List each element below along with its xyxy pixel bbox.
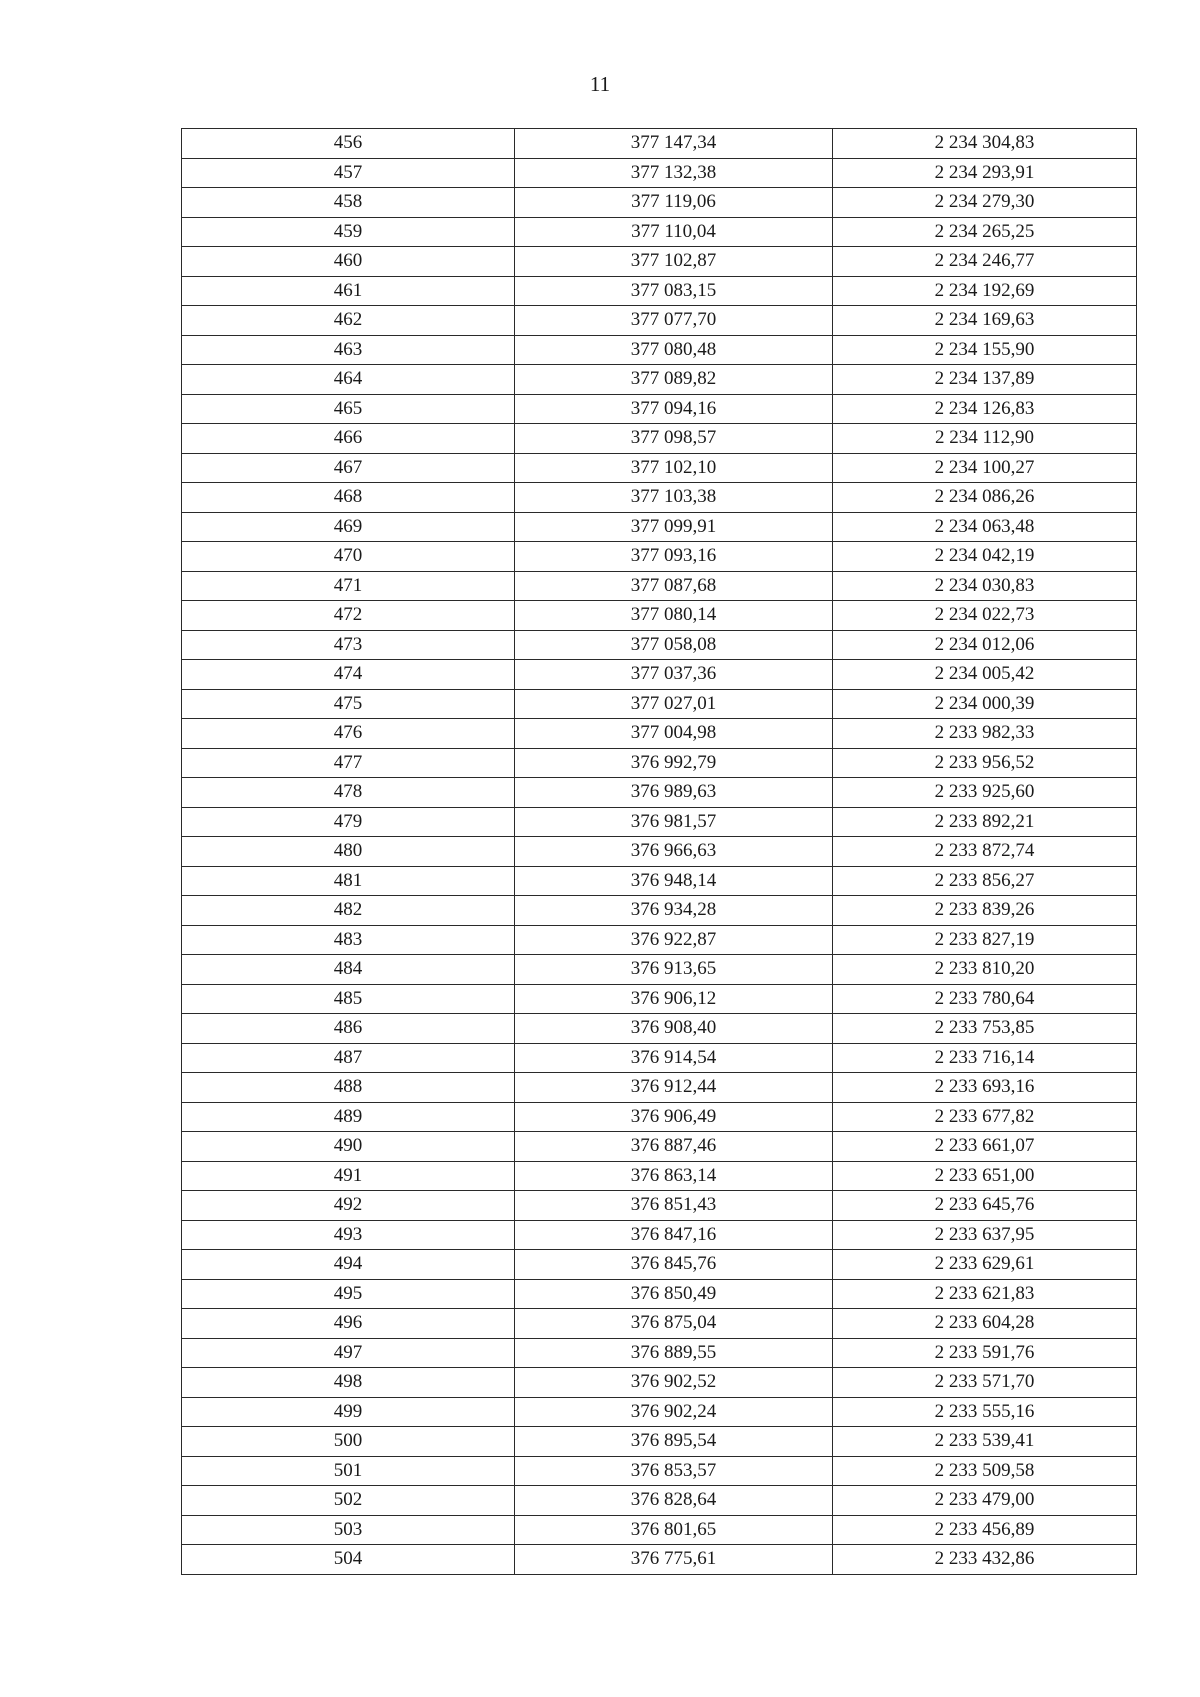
point-number-cell: 466: [182, 424, 515, 454]
table-row: [182, 1132, 1137, 1162]
y-coordinate-cell: 2 234 022,73: [833, 601, 1137, 631]
x-coordinate-cell: 377 037,36: [515, 660, 833, 690]
x-coordinate-cell: 376 906,49: [515, 1102, 833, 1132]
x-coordinate-cell: 376 801,65: [515, 1515, 833, 1545]
x-coordinate-cell: 376 913,65: [515, 955, 833, 985]
table-row: [182, 866, 1137, 896]
x-coordinate-cell: 377 083,15: [515, 276, 833, 306]
x-coordinate-cell: 377 087,68: [515, 571, 833, 601]
y-coordinate-cell: 2 234 112,90: [833, 424, 1137, 454]
x-coordinate-cell: 376 922,87: [515, 925, 833, 955]
table-row: [182, 1456, 1137, 1486]
y-coordinate-cell: 2 234 030,83: [833, 571, 1137, 601]
point-number-cell: 500: [182, 1427, 515, 1457]
y-coordinate-cell: 2 234 155,90: [833, 335, 1137, 365]
point-number-cell: 479: [182, 807, 515, 837]
x-coordinate-cell: 376 966,63: [515, 837, 833, 867]
x-coordinate-cell: 377 147,34: [515, 129, 833, 159]
table-row: [182, 748, 1137, 778]
table-row: [182, 984, 1137, 1014]
table-row: [182, 1220, 1137, 1250]
y-coordinate-cell: 2 233 604,28: [833, 1309, 1137, 1339]
y-coordinate-cell: 2 234 100,27: [833, 453, 1137, 483]
x-coordinate-cell: 377 098,57: [515, 424, 833, 454]
table-row: [182, 778, 1137, 808]
point-number-cell: 457: [182, 158, 515, 188]
table-row: [182, 188, 1137, 218]
x-coordinate-cell: 376 902,24: [515, 1397, 833, 1427]
x-coordinate-cell: 376 989,63: [515, 778, 833, 808]
y-coordinate-cell: 2 233 872,74: [833, 837, 1137, 867]
point-number-cell: 490: [182, 1132, 515, 1162]
table-row: [182, 1515, 1137, 1545]
y-coordinate-cell: 2 233 956,52: [833, 748, 1137, 778]
y-coordinate-cell: 2 234 137,89: [833, 365, 1137, 395]
point-number-cell: 477: [182, 748, 515, 778]
point-number-cell: 464: [182, 365, 515, 395]
y-coordinate-cell: 2 233 479,00: [833, 1486, 1137, 1516]
point-number-cell: 487: [182, 1043, 515, 1073]
coordinates-table: [181, 128, 1137, 1575]
point-number-cell: 468: [182, 483, 515, 513]
point-number-cell: 491: [182, 1161, 515, 1191]
x-coordinate-cell: 376 912,44: [515, 1073, 833, 1103]
table-row: [182, 1161, 1137, 1191]
x-coordinate-cell: 377 102,87: [515, 247, 833, 277]
table-row: [182, 1102, 1137, 1132]
x-coordinate-cell: 376 908,40: [515, 1014, 833, 1044]
table-row: [182, 1191, 1137, 1221]
y-coordinate-cell: 2 234 169,63: [833, 306, 1137, 336]
table-row: [182, 1073, 1137, 1103]
table-row: [182, 1250, 1137, 1280]
x-coordinate-cell: 376 902,52: [515, 1368, 833, 1398]
y-coordinate-cell: 2 233 591,76: [833, 1338, 1137, 1368]
x-coordinate-cell: 376 889,55: [515, 1338, 833, 1368]
table-row: [182, 542, 1137, 572]
x-coordinate-cell: 377 110,04: [515, 217, 833, 247]
point-number-cell: 492: [182, 1191, 515, 1221]
x-coordinate-cell: 376 906,12: [515, 984, 833, 1014]
point-number-cell: 472: [182, 601, 515, 631]
x-coordinate-cell: 377 004,98: [515, 719, 833, 749]
y-coordinate-cell: 2 233 661,07: [833, 1132, 1137, 1162]
table-row: [182, 719, 1137, 749]
table-row: [182, 837, 1137, 867]
x-coordinate-cell: 376 853,57: [515, 1456, 833, 1486]
x-coordinate-cell: 377 102,10: [515, 453, 833, 483]
y-coordinate-cell: 2 233 839,26: [833, 896, 1137, 926]
y-coordinate-cell: 2 234 000,39: [833, 689, 1137, 719]
y-coordinate-cell: 2 233 645,76: [833, 1191, 1137, 1221]
y-coordinate-cell: 2 234 012,06: [833, 630, 1137, 660]
point-number-cell: 502: [182, 1486, 515, 1516]
y-coordinate-cell: 2 233 621,83: [833, 1279, 1137, 1309]
point-number-cell: 465: [182, 394, 515, 424]
y-coordinate-cell: 2 233 637,95: [833, 1220, 1137, 1250]
x-coordinate-cell: 376 934,28: [515, 896, 833, 926]
x-coordinate-cell: 376 775,61: [515, 1545, 833, 1575]
table-row: [182, 129, 1137, 159]
x-coordinate-cell: 377 132,38: [515, 158, 833, 188]
point-number-cell: 498: [182, 1368, 515, 1398]
table-row: [182, 247, 1137, 277]
table-row: [182, 807, 1137, 837]
table-row: [182, 394, 1137, 424]
point-number-cell: 484: [182, 955, 515, 985]
y-coordinate-cell: 2 233 651,00: [833, 1161, 1137, 1191]
y-coordinate-cell: 2 233 555,16: [833, 1397, 1137, 1427]
point-number-cell: 459: [182, 217, 515, 247]
table-row: [182, 1014, 1137, 1044]
table-row: [182, 601, 1137, 631]
x-coordinate-cell: 377 080,14: [515, 601, 833, 631]
point-number-cell: 480: [182, 837, 515, 867]
x-coordinate-cell: 377 027,01: [515, 689, 833, 719]
point-number-cell: 478: [182, 778, 515, 808]
point-number-cell: 497: [182, 1338, 515, 1368]
point-number-cell: 471: [182, 571, 515, 601]
y-coordinate-cell: 2 233 982,33: [833, 719, 1137, 749]
table-row: [182, 1338, 1137, 1368]
y-coordinate-cell: 2 234 005,42: [833, 660, 1137, 690]
x-coordinate-cell: 377 119,06: [515, 188, 833, 218]
table-row: [182, 306, 1137, 336]
x-coordinate-cell: 376 992,79: [515, 748, 833, 778]
point-number-cell: 493: [182, 1220, 515, 1250]
y-coordinate-cell: 2 233 892,21: [833, 807, 1137, 837]
x-coordinate-cell: 377 103,38: [515, 483, 833, 513]
point-number-cell: 496: [182, 1309, 515, 1339]
table-row: [182, 1279, 1137, 1309]
y-coordinate-cell: 2 233 925,60: [833, 778, 1137, 808]
page-number: 11: [589, 72, 611, 96]
x-coordinate-cell: 376 875,04: [515, 1309, 833, 1339]
y-coordinate-cell: 2 233 539,41: [833, 1427, 1137, 1457]
table-row: [182, 365, 1137, 395]
point-number-cell: 462: [182, 306, 515, 336]
x-coordinate-cell: 376 845,76: [515, 1250, 833, 1280]
y-coordinate-cell: 2 233 810,20: [833, 955, 1137, 985]
point-number-cell: 460: [182, 247, 515, 277]
y-coordinate-cell: 2 234 279,30: [833, 188, 1137, 218]
point-number-cell: 456: [182, 129, 515, 159]
table-row: [182, 896, 1137, 926]
table-row: [182, 158, 1137, 188]
table-row: [182, 483, 1137, 513]
table-row: [182, 689, 1137, 719]
table-row: [182, 1486, 1137, 1516]
table-row: [182, 1368, 1137, 1398]
y-coordinate-cell: 2 233 629,61: [833, 1250, 1137, 1280]
x-coordinate-cell: 376 863,14: [515, 1161, 833, 1191]
x-coordinate-cell: 376 948,14: [515, 866, 833, 896]
point-number-cell: 485: [182, 984, 515, 1014]
table-row: [182, 512, 1137, 542]
point-number-cell: 470: [182, 542, 515, 572]
point-number-cell: 501: [182, 1456, 515, 1486]
y-coordinate-cell: 2 233 780,64: [833, 984, 1137, 1014]
point-number-cell: 463: [182, 335, 515, 365]
x-coordinate-cell: 377 077,70: [515, 306, 833, 336]
point-number-cell: 475: [182, 689, 515, 719]
y-coordinate-cell: 2 233 509,58: [833, 1456, 1137, 1486]
y-coordinate-cell: 2 234 126,83: [833, 394, 1137, 424]
x-coordinate-cell: 376 850,49: [515, 1279, 833, 1309]
point-number-cell: 495: [182, 1279, 515, 1309]
point-number-cell: 488: [182, 1073, 515, 1103]
y-coordinate-cell: 2 233 753,85: [833, 1014, 1137, 1044]
point-number-cell: 489: [182, 1102, 515, 1132]
x-coordinate-cell: 376 828,64: [515, 1486, 833, 1516]
point-number-cell: 483: [182, 925, 515, 955]
point-number-cell: 481: [182, 866, 515, 896]
x-coordinate-cell: 377 080,48: [515, 335, 833, 365]
y-coordinate-cell: 2 234 265,25: [833, 217, 1137, 247]
point-number-cell: 458: [182, 188, 515, 218]
y-coordinate-cell: 2 233 693,16: [833, 1073, 1137, 1103]
x-coordinate-cell: 376 851,43: [515, 1191, 833, 1221]
y-coordinate-cell: 2 233 716,14: [833, 1043, 1137, 1073]
y-coordinate-cell: 2 233 856,27: [833, 866, 1137, 896]
point-number-cell: 504: [182, 1545, 515, 1575]
point-number-cell: 494: [182, 1250, 515, 1280]
x-coordinate-cell: 376 887,46: [515, 1132, 833, 1162]
y-coordinate-cell: 2 234 246,77: [833, 247, 1137, 277]
point-number-cell: 473: [182, 630, 515, 660]
table-row: [182, 217, 1137, 247]
y-coordinate-cell: 2 234 086,26: [833, 483, 1137, 513]
point-number-cell: 474: [182, 660, 515, 690]
coordinates-table-body: [182, 129, 1137, 1575]
x-coordinate-cell: 376 847,16: [515, 1220, 833, 1250]
x-coordinate-cell: 377 089,82: [515, 365, 833, 395]
table-row: [182, 1397, 1137, 1427]
x-coordinate-cell: 376 981,57: [515, 807, 833, 837]
y-coordinate-cell: 2 234 293,91: [833, 158, 1137, 188]
y-coordinate-cell: 2 233 456,89: [833, 1515, 1137, 1545]
table-row: [182, 276, 1137, 306]
table-row: [182, 925, 1137, 955]
table-row: [182, 424, 1137, 454]
table-row: [182, 571, 1137, 601]
table-row: [182, 660, 1137, 690]
table-row: [182, 955, 1137, 985]
table-row: [182, 630, 1137, 660]
y-coordinate-cell: 2 234 304,83: [833, 129, 1137, 159]
table-row: [182, 1545, 1137, 1575]
x-coordinate-cell: 377 099,91: [515, 512, 833, 542]
table-row: [182, 1427, 1137, 1457]
point-number-cell: 469: [182, 512, 515, 542]
y-coordinate-cell: 2 233 432,86: [833, 1545, 1137, 1575]
point-number-cell: 482: [182, 896, 515, 926]
point-number-cell: 461: [182, 276, 515, 306]
point-number-cell: 486: [182, 1014, 515, 1044]
x-coordinate-cell: 376 914,54: [515, 1043, 833, 1073]
y-coordinate-cell: 2 233 571,70: [833, 1368, 1137, 1398]
table-row: [182, 335, 1137, 365]
y-coordinate-cell: 2 234 063,48: [833, 512, 1137, 542]
point-number-cell: 476: [182, 719, 515, 749]
x-coordinate-cell: 377 058,08: [515, 630, 833, 660]
y-coordinate-cell: 2 234 042,19: [833, 542, 1137, 572]
x-coordinate-cell: 377 093,16: [515, 542, 833, 572]
y-coordinate-cell: 2 233 827,19: [833, 925, 1137, 955]
table-row: [182, 1309, 1137, 1339]
y-coordinate-cell: 2 233 677,82: [833, 1102, 1137, 1132]
table-row: [182, 1043, 1137, 1073]
point-number-cell: 503: [182, 1515, 515, 1545]
table-row: [182, 453, 1137, 483]
x-coordinate-cell: 376 895,54: [515, 1427, 833, 1457]
point-number-cell: 499: [182, 1397, 515, 1427]
y-coordinate-cell: 2 234 192,69: [833, 276, 1137, 306]
x-coordinate-cell: 377 094,16: [515, 394, 833, 424]
point-number-cell: 467: [182, 453, 515, 483]
